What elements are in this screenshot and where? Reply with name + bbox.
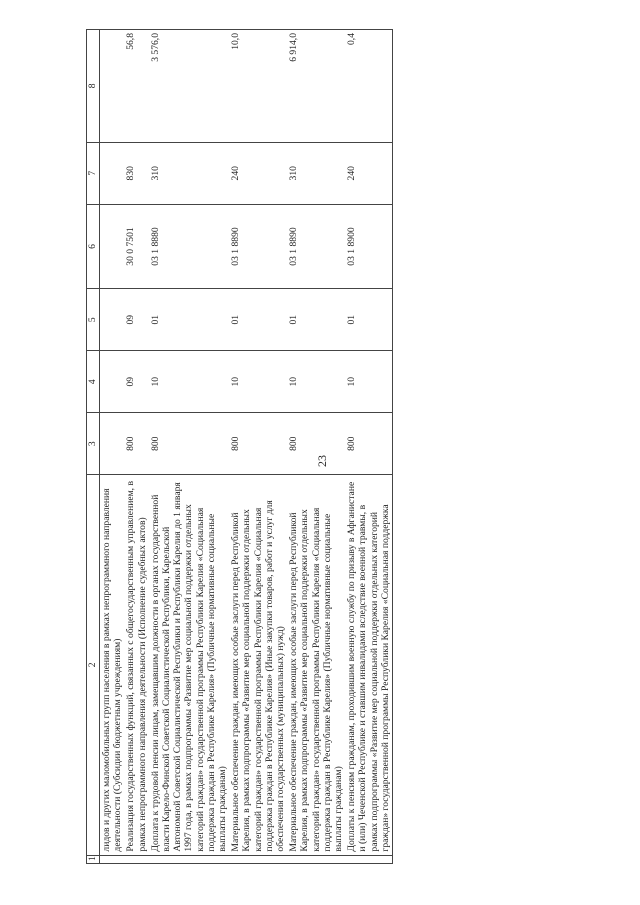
cell-section: 10 xyxy=(149,351,229,413)
cell-subsection: 01 xyxy=(287,289,345,351)
cell-subsection: 09 xyxy=(124,289,148,351)
cell-section: 10 xyxy=(229,351,287,413)
table-row xyxy=(287,30,345,864)
cell-target-article: 03 1 8890 xyxy=(287,204,345,289)
cell-target-article: 03 1 8880 xyxy=(149,204,229,289)
cell-subsection: 01 xyxy=(149,289,229,351)
cell-subsection: 01 xyxy=(229,289,287,351)
cell-amount: 3 576,0 xyxy=(149,30,229,143)
cell-blank xyxy=(229,855,287,863)
header-cell: 8 xyxy=(87,30,100,143)
header-cell: 1 xyxy=(87,855,100,863)
header-cell: 4 xyxy=(87,351,100,413)
cell-blank xyxy=(124,855,148,863)
header-cell: 3 xyxy=(87,413,100,475)
cell-target-article: 03 1 8890 xyxy=(229,204,287,289)
cell-blank xyxy=(287,855,345,863)
row-description: Доплата к трудовой пенсии лицам, замещавшим должности в органах государственной власти Карело-Финской Советской Социалистической Республики, Карельской Автономной Советской Социалистической Республики и Республики Карелия до 1 января 1997 года, в рамках подпрограммы «Развитие мер социальной поддержки отдельных категорий граждан» государственной программы Республики Карелия «Социальная поддержка граждан в Республике Карелия» (Публичные нормативные социальные выплаты гражданам) xyxy=(149,475,229,855)
page-number: 23 xyxy=(315,455,329,467)
row-description: лидов и других маломобильных групп населения в рамках непрограммного направления деятельности (Субсидии бюджетным учреждениям) xyxy=(100,475,125,855)
cell-section: 09 xyxy=(124,351,148,413)
table-row xyxy=(100,30,125,864)
cell-expense-type: 240 xyxy=(229,142,287,204)
row-description: Материальное обеспечение граждан, имеющих особые заслуги перед Республикой Карелия, в рамках подпрограммы «Развитие мер социальной поддержки отдельных категорий граждан» государственной программы Республики Карелия «Социальная поддержка граждан в Республике Карелия» (Иные закупки товаров, работ и услуг для обеспечения государственных (муниципальных) нужд) xyxy=(229,475,287,855)
cell-admin-code: 800 xyxy=(229,413,287,475)
cell-admin-code: 800 xyxy=(149,413,229,475)
row-description: Доплаты к пенсиям гражданам, проходившим военную службу по призыву в Афганистане и (или) Чеченской Республике и ставшим инвалидами вследствие военной травмы, в рамках подпрограммы «Развитие мер социальной поддержки отдельных категорий граждан» государственной программы Республики Карелия «Социальная поддержка xyxy=(345,475,392,855)
header-cell: 6 xyxy=(87,204,100,289)
table-row xyxy=(124,30,148,864)
budget-table-container xyxy=(86,29,620,864)
budget-table xyxy=(86,29,393,864)
cell-section xyxy=(100,351,125,413)
cell-expense-type: 830 xyxy=(124,142,148,204)
cell-expense-type xyxy=(100,142,125,204)
header-cell: 5 xyxy=(87,289,100,351)
cell-admin-code xyxy=(100,413,125,475)
cell-amount: 10,0 xyxy=(229,30,287,143)
table-header-row xyxy=(87,30,100,864)
cell-admin-code: 800 xyxy=(345,413,392,475)
cell-amount: 56,8 xyxy=(124,30,148,143)
cell-expense-type: 240 xyxy=(345,142,392,204)
cell-section: 10 xyxy=(287,351,345,413)
header-cell: 7 xyxy=(87,142,100,204)
cell-target-article: 03 1 8900 xyxy=(345,204,392,289)
cell-target-article xyxy=(100,204,125,289)
table-row xyxy=(149,30,229,864)
cell-subsection xyxy=(100,289,125,351)
cell-section: 10 xyxy=(345,351,392,413)
cell-target-article: 30 0 7501 xyxy=(124,204,148,289)
cell-expense-type: 310 xyxy=(287,142,345,204)
cell-expense-type: 310 xyxy=(149,142,229,204)
cell-amount: 0,4 xyxy=(345,30,392,143)
cell-amount xyxy=(100,30,125,143)
cell-blank xyxy=(149,855,229,863)
cell-blank xyxy=(100,855,125,863)
cell-subsection: 01 xyxy=(345,289,392,351)
cell-blank xyxy=(345,855,392,863)
cell-admin-code: 800 xyxy=(124,413,148,475)
cell-amount: 6 914,0 xyxy=(287,30,345,143)
header-cell: 2 xyxy=(87,475,100,855)
row-description: Реализация государственных функций, связанных с общегосударственным управлением, в рамках непрограммного направления деятельности (Исполнение судебных актов) xyxy=(124,475,148,855)
cell-admin-code: 800 xyxy=(287,413,345,475)
table-row xyxy=(229,30,287,864)
table-row xyxy=(345,30,392,864)
row-description: Материальное обеспечение граждан, имеющих особые заслуги перед Республикой Карелия, в рамках подпрограммы «Развитие мер социальной поддержки отдельных категорий граждан» государственной программы Республики Карелия «Социальная поддержка граждан в Республике Карелия» (Публичные нормативные социальные выплаты гражданам) xyxy=(287,475,345,855)
